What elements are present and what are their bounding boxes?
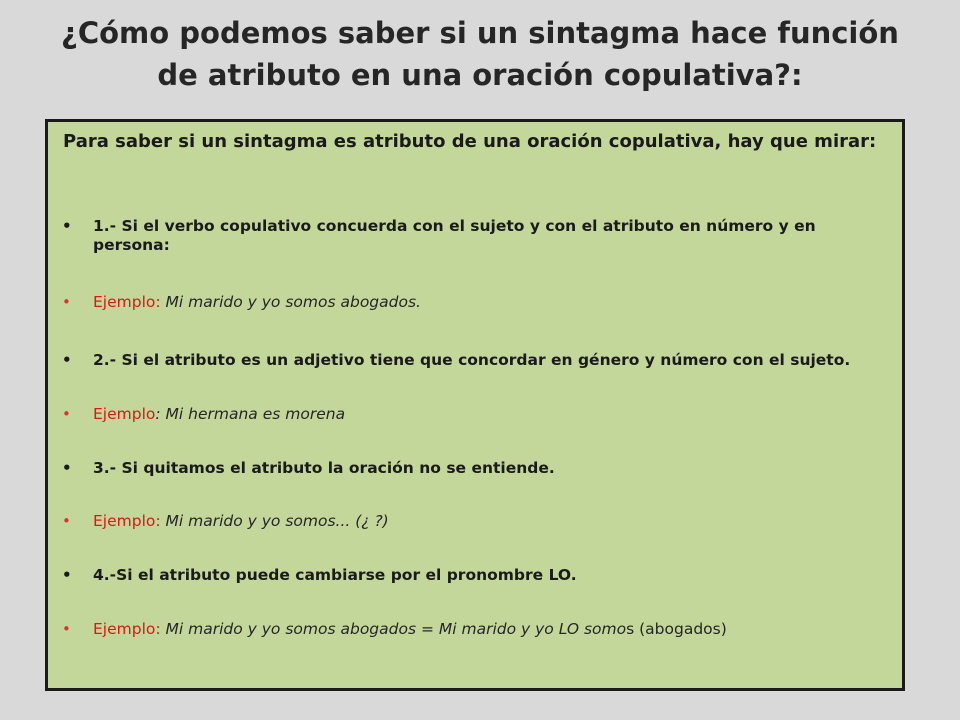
bullet-icon: • bbox=[62, 566, 72, 584]
rule-text: 4.-Si el atributo puede cambiarse por el pronombre LO. bbox=[93, 566, 577, 584]
rule-text: 3.- Si quitamos el atributo la oración no se entiende. bbox=[93, 459, 555, 477]
example-text: Mi marido y yo somos abogados. bbox=[160, 293, 421, 311]
intro-text: Para saber si un sintagma es atributo de una oración copulativa, hay que mirar: bbox=[63, 131, 877, 152]
bullet-icon: • bbox=[62, 620, 71, 638]
list-item-example-2 bbox=[62, 405, 883, 424]
example-text: Mi marido y yo somos abogados = Mi marido y yo LO somo bbox=[160, 620, 627, 638]
list-item-rule-2 bbox=[62, 351, 883, 370]
content-box bbox=[45, 119, 905, 691]
list-item-example-1 bbox=[62, 293, 883, 312]
bullet-icon: • bbox=[62, 217, 72, 235]
slide-title: ¿Cómo podemos saber si un sintagma hace función de atributo en una oración copulativa?: bbox=[61, 16, 899, 92]
list-item-example-4 bbox=[62, 620, 883, 639]
bullet-icon: • bbox=[62, 459, 72, 477]
example-label: Ejemplo: bbox=[93, 293, 161, 311]
bullet-icon: • bbox=[62, 512, 71, 530]
list-item-rule-4 bbox=[62, 566, 883, 585]
example-tail: s (abogados) bbox=[626, 620, 727, 638]
example-label: Ejemplo bbox=[93, 405, 156, 423]
rule-text: 2.- Si el atributo es un adjetivo tiene que concordar en género y número con el sujeto. bbox=[93, 351, 851, 369]
example-label: Ejemplo: bbox=[93, 620, 161, 638]
criteria-list bbox=[48, 122, 902, 688]
list-item-rule-1 bbox=[62, 217, 883, 255]
example-text: : Mi hermana es morena bbox=[155, 405, 346, 423]
bullet-icon: • bbox=[62, 405, 71, 423]
list-item-rule-3 bbox=[62, 459, 883, 478]
example-text: Mi marido y yo somos... (¿ ?) bbox=[160, 512, 389, 530]
bullet-icon: • bbox=[62, 293, 71, 311]
bullet-icon: • bbox=[62, 351, 72, 369]
list-item-example-3 bbox=[62, 512, 883, 531]
rule-text: 1.- Si el verbo copulativo concuerda con el sujeto y con el atributo en número y en persona: bbox=[93, 217, 816, 254]
example-label: Ejemplo: bbox=[93, 512, 161, 530]
